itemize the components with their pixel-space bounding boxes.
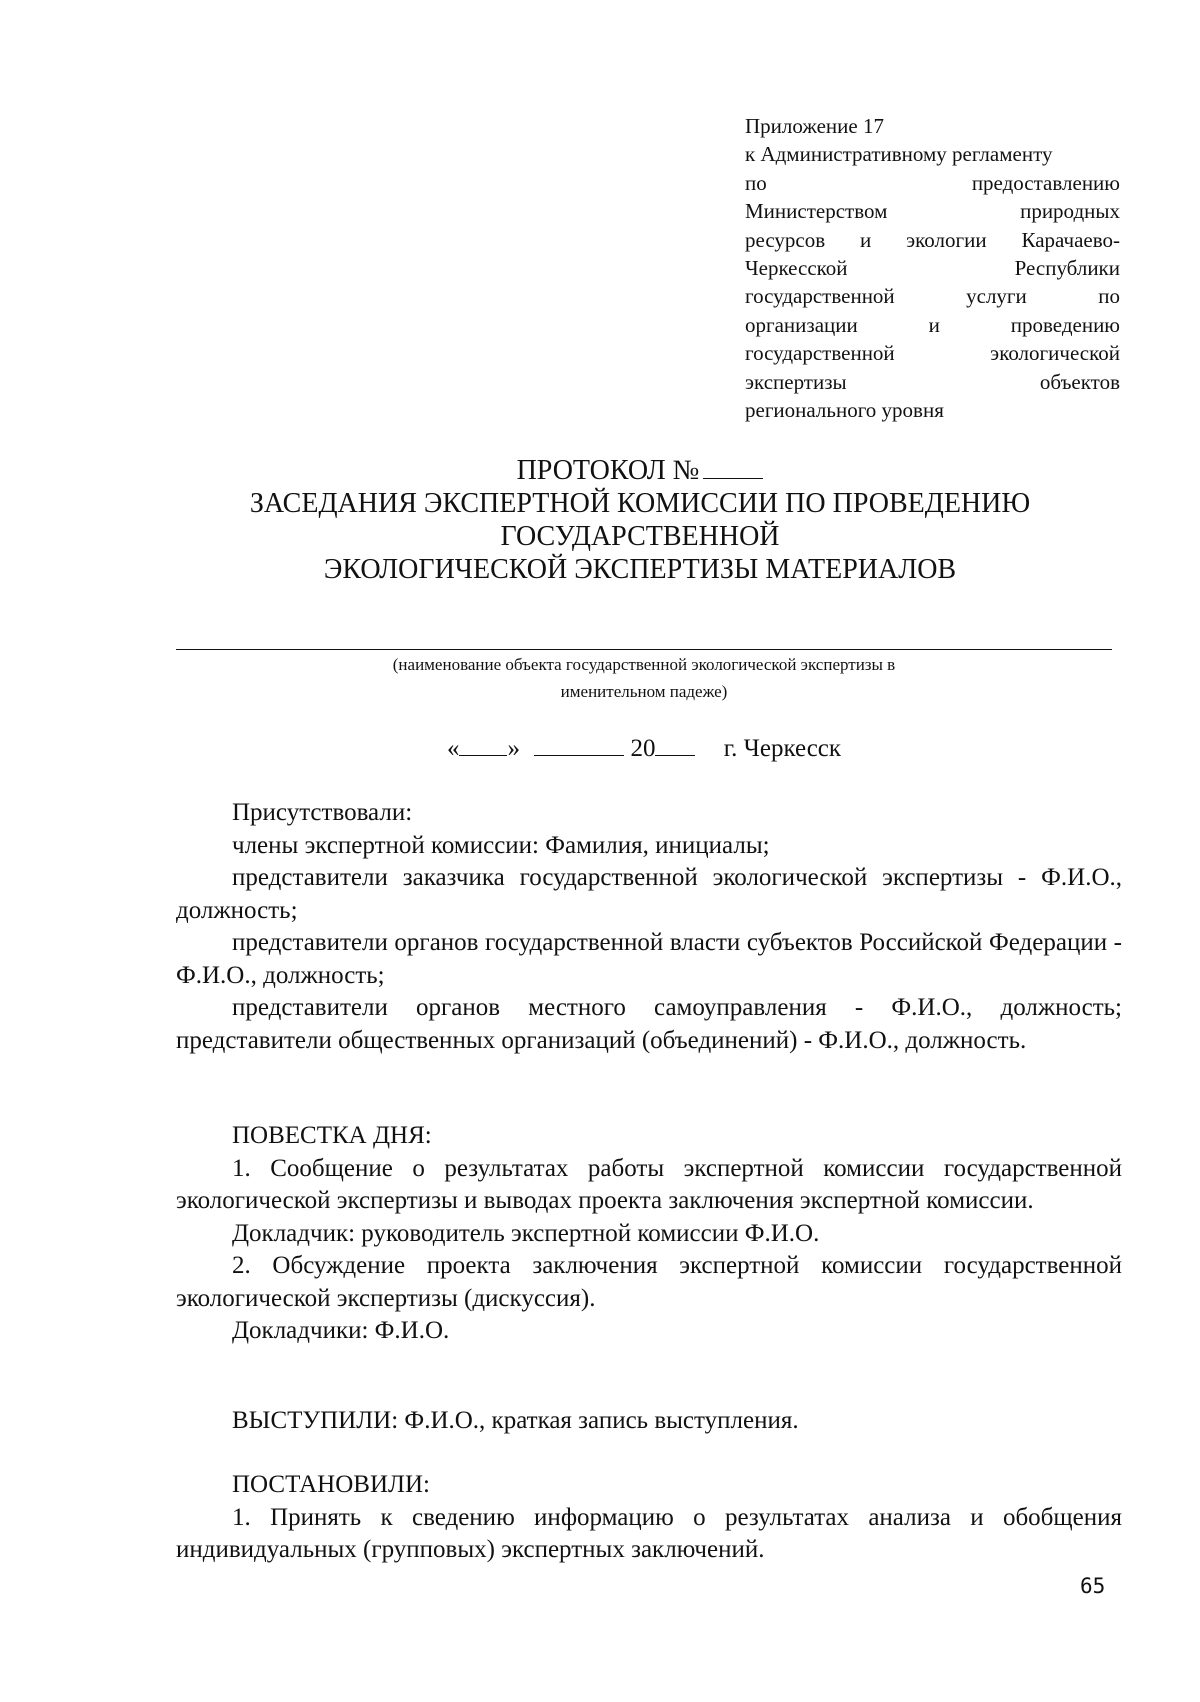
appendix-line: по предоставлению (745, 170, 1120, 195)
resolved-item-1: 1. Принять к сведению информацию о результатах анализа и обобщения индивидуальных (групповых) экспертных заключений. (176, 1503, 1122, 1563)
appendix-line: организации и проведению (745, 312, 1120, 337)
caption-line: (наименование объекта государственной экологической экспертизы в (392, 655, 896, 674)
protocol-number-blank (703, 452, 763, 479)
date-open-quote: « (446, 735, 460, 762)
spoke-text: ВЫСТУПИЛИ: Ф.И.О., краткая запись выступления. (232, 1407, 799, 1434)
appendix-block (745, 112, 1120, 424)
year-blank (655, 733, 695, 756)
year-prefix: 20 (630, 735, 656, 762)
agenda-speaker-2: Докладчики: Ф.И.О. (232, 1317, 450, 1344)
attendees-state: представители органов государственной власти субъектов Российской Федерации - Ф.И.О., должность; (176, 929, 1122, 989)
attendees-section (176, 797, 1122, 1057)
date-close-quote: » (507, 735, 520, 762)
appendix-line: Министерством природных (745, 199, 1120, 224)
resolved-heading: ПОСТАНОВИЛИ: (232, 1471, 430, 1498)
object-name-caption (176, 651, 1112, 705)
attendees-customer: представители заказчика государственной экологической экспертизы - Ф.И.О., должность; (176, 864, 1122, 924)
appendix-line: ресурсов и экологии Карачаево- (745, 227, 1120, 252)
appendix-line: государственной услуги по (745, 284, 1120, 309)
appendix-line: регионального уровня (745, 398, 944, 423)
attendees-members: члены экспертной комиссии: Фамилия, инициалы; (232, 831, 770, 859)
attendees-public: представители общественных организаций (объединений) - Ф.И.О., должность. (176, 1026, 1027, 1054)
date-place-line (176, 733, 1112, 764)
spoke-section (176, 1405, 1122, 1438)
appendix-line: Черкесской Республики (745, 256, 1120, 281)
agenda-item-1: 1. Сообщение о результатах работы экспертной комиссии государственной экологической экспертизы и выводах проекта заключения экспертной комиссии. (176, 1154, 1122, 1214)
protocol-label: ПРОТОКОЛ № (516, 455, 700, 486)
attendees-heading: Присутствовали: (232, 799, 413, 826)
document-title (160, 452, 1120, 586)
attendees-local: представители органов местного самоуправления - Ф.И.О., должность; (232, 994, 1122, 1021)
title-line: ГОСУДАРСТВЕННОЙ (500, 521, 780, 552)
object-name-blank-line (176, 649, 1112, 650)
appendix-line: экспертизы объектов (745, 369, 1120, 394)
page-number: 65 (1080, 1574, 1106, 1598)
agenda-section (176, 1120, 1122, 1348)
agenda-heading: ПОВЕСТКА ДНЯ: (232, 1122, 432, 1149)
caption-line: именительном падеже) (560, 682, 728, 701)
appendix-line: к Административному регламенту (745, 142, 1053, 167)
title-line: ЭКОЛОГИЧЕСКОЙ ЭКСПЕРТИЗЫ МАТЕРИАЛОВ (323, 554, 957, 585)
appendix-line: Приложение 17 (745, 114, 884, 138)
appendix-line: государственной экологической (745, 341, 1120, 366)
month-blank (534, 733, 624, 756)
title-line: ЗАСЕДАНИЯ ЭКСПЕРТНОЙ КОМИССИИ ПО ПРОВЕДЕНИЮ (249, 488, 1031, 519)
day-blank (459, 733, 507, 756)
title-line-protocol (160, 452, 1120, 487)
agenda-item-2: 2. Обсуждение проекта заключения экспертной комиссии государственной экологической экспертизы (дискуссия). (176, 1252, 1122, 1312)
city-name: г. Черкесск (723, 735, 842, 762)
resolved-section (176, 1469, 1122, 1567)
agenda-speaker-1: Докладчик: руководитель экспертной комиссии Ф.И.О. (232, 1219, 820, 1247)
